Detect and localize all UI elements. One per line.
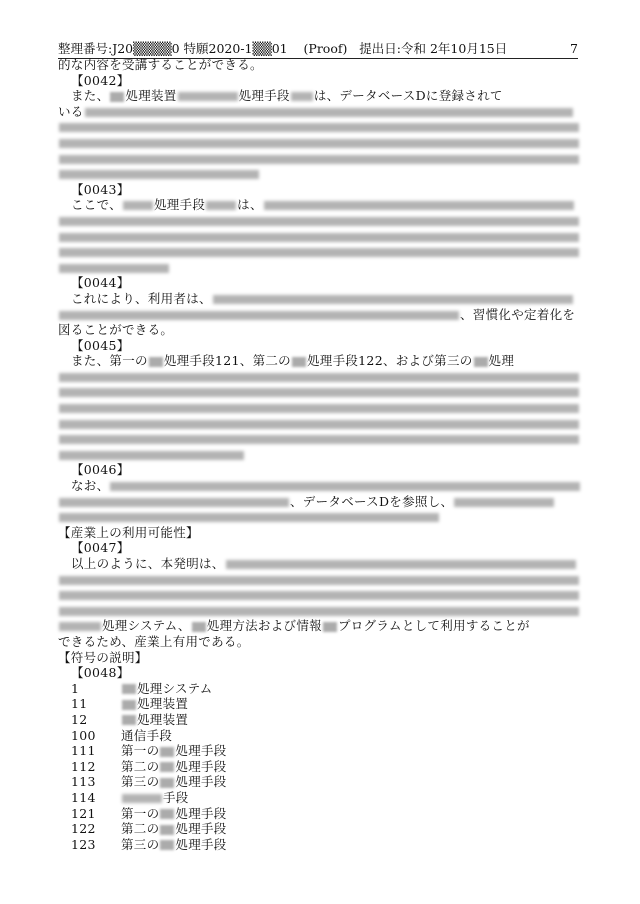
list-item: 111 第一の 処理手段	[71, 743, 227, 759]
list-item: 11 処理装置	[71, 696, 189, 712]
reference-signs-list	[58, 681, 584, 853]
paragraph-number-0046: 【0046】	[71, 462, 130, 478]
list-item: 123 第三の 処理手段	[71, 836, 227, 852]
list-item: 122 第二の 処理手段	[71, 821, 227, 837]
paragraph-number-0045: 【0045】	[71, 337, 130, 353]
list-item: 112 第二の 処理手段	[71, 758, 227, 774]
list-item: 121 第一の 処理手段	[71, 805, 227, 821]
paragraph-number-0048: 【0048】	[71, 665, 130, 681]
paragraph-number-0047: 【0047】	[71, 540, 130, 556]
paragraph-number-0042: 【0042】	[71, 72, 130, 88]
industrial-applicability-heading: 【産業上の利用可能性】	[58, 524, 199, 540]
list-item: 1 処理システム	[71, 680, 213, 696]
page-number: 7	[570, 41, 578, 56]
document-body: 的な内容を受講することができる。 【0042】 また、 処理装置 処理手段 は、データベースDに登録されて いる 【0043】 ここで、 処理手段 は、 【0044】 これにより、利用者は、 、習慣化や定着化を 図ることができる。 【0045】 また、第一の 処理手段121、第二の 処理手段122、および第三の 処理 【0046】 なお、 、データベースDを参照し、 【産業上の利用可能性】 【0047】 以上のように、本発明は、 処理システム、 処理方法および情報 プログラムとして利用することが できるため、産業上有用である。 【符号の説明】 【0048】 1 処理システム 11 処理装置 12 処理装置 100 通信手段 111 第一の 処理手段 112 第二の 処理手段 113 第三の 処理手段 114 手段 121 第一の 処理手段 122 第二の 処理手段 123 第三の 処理手段	[58, 57, 584, 852]
list-item: 113 第三の 処理手段	[71, 774, 227, 790]
proof-label: (Proof)	[303, 41, 348, 56]
list-item: 12 処理装置	[71, 711, 189, 727]
list-item: 100 通信手段	[71, 727, 173, 743]
list-item: 114 手段	[71, 789, 189, 805]
paragraph-number-0044: 【0044】	[71, 275, 130, 291]
paragraph-line: 的な内容を受講することができる。	[58, 57, 263, 72]
reference-number: 整理番号:J20▒▒▒▒0 特願2020-1▒▒01	[58, 41, 288, 56]
reference-signs-heading: 【符号の説明】	[58, 649, 148, 665]
filing-date: 提出日:令和 2年10月15日	[359, 41, 508, 56]
paragraph-line: また、 処理装置 処理手段 は、データベースDに登録されて	[71, 88, 503, 104]
paragraph-number-0043: 【0043】	[71, 181, 130, 197]
